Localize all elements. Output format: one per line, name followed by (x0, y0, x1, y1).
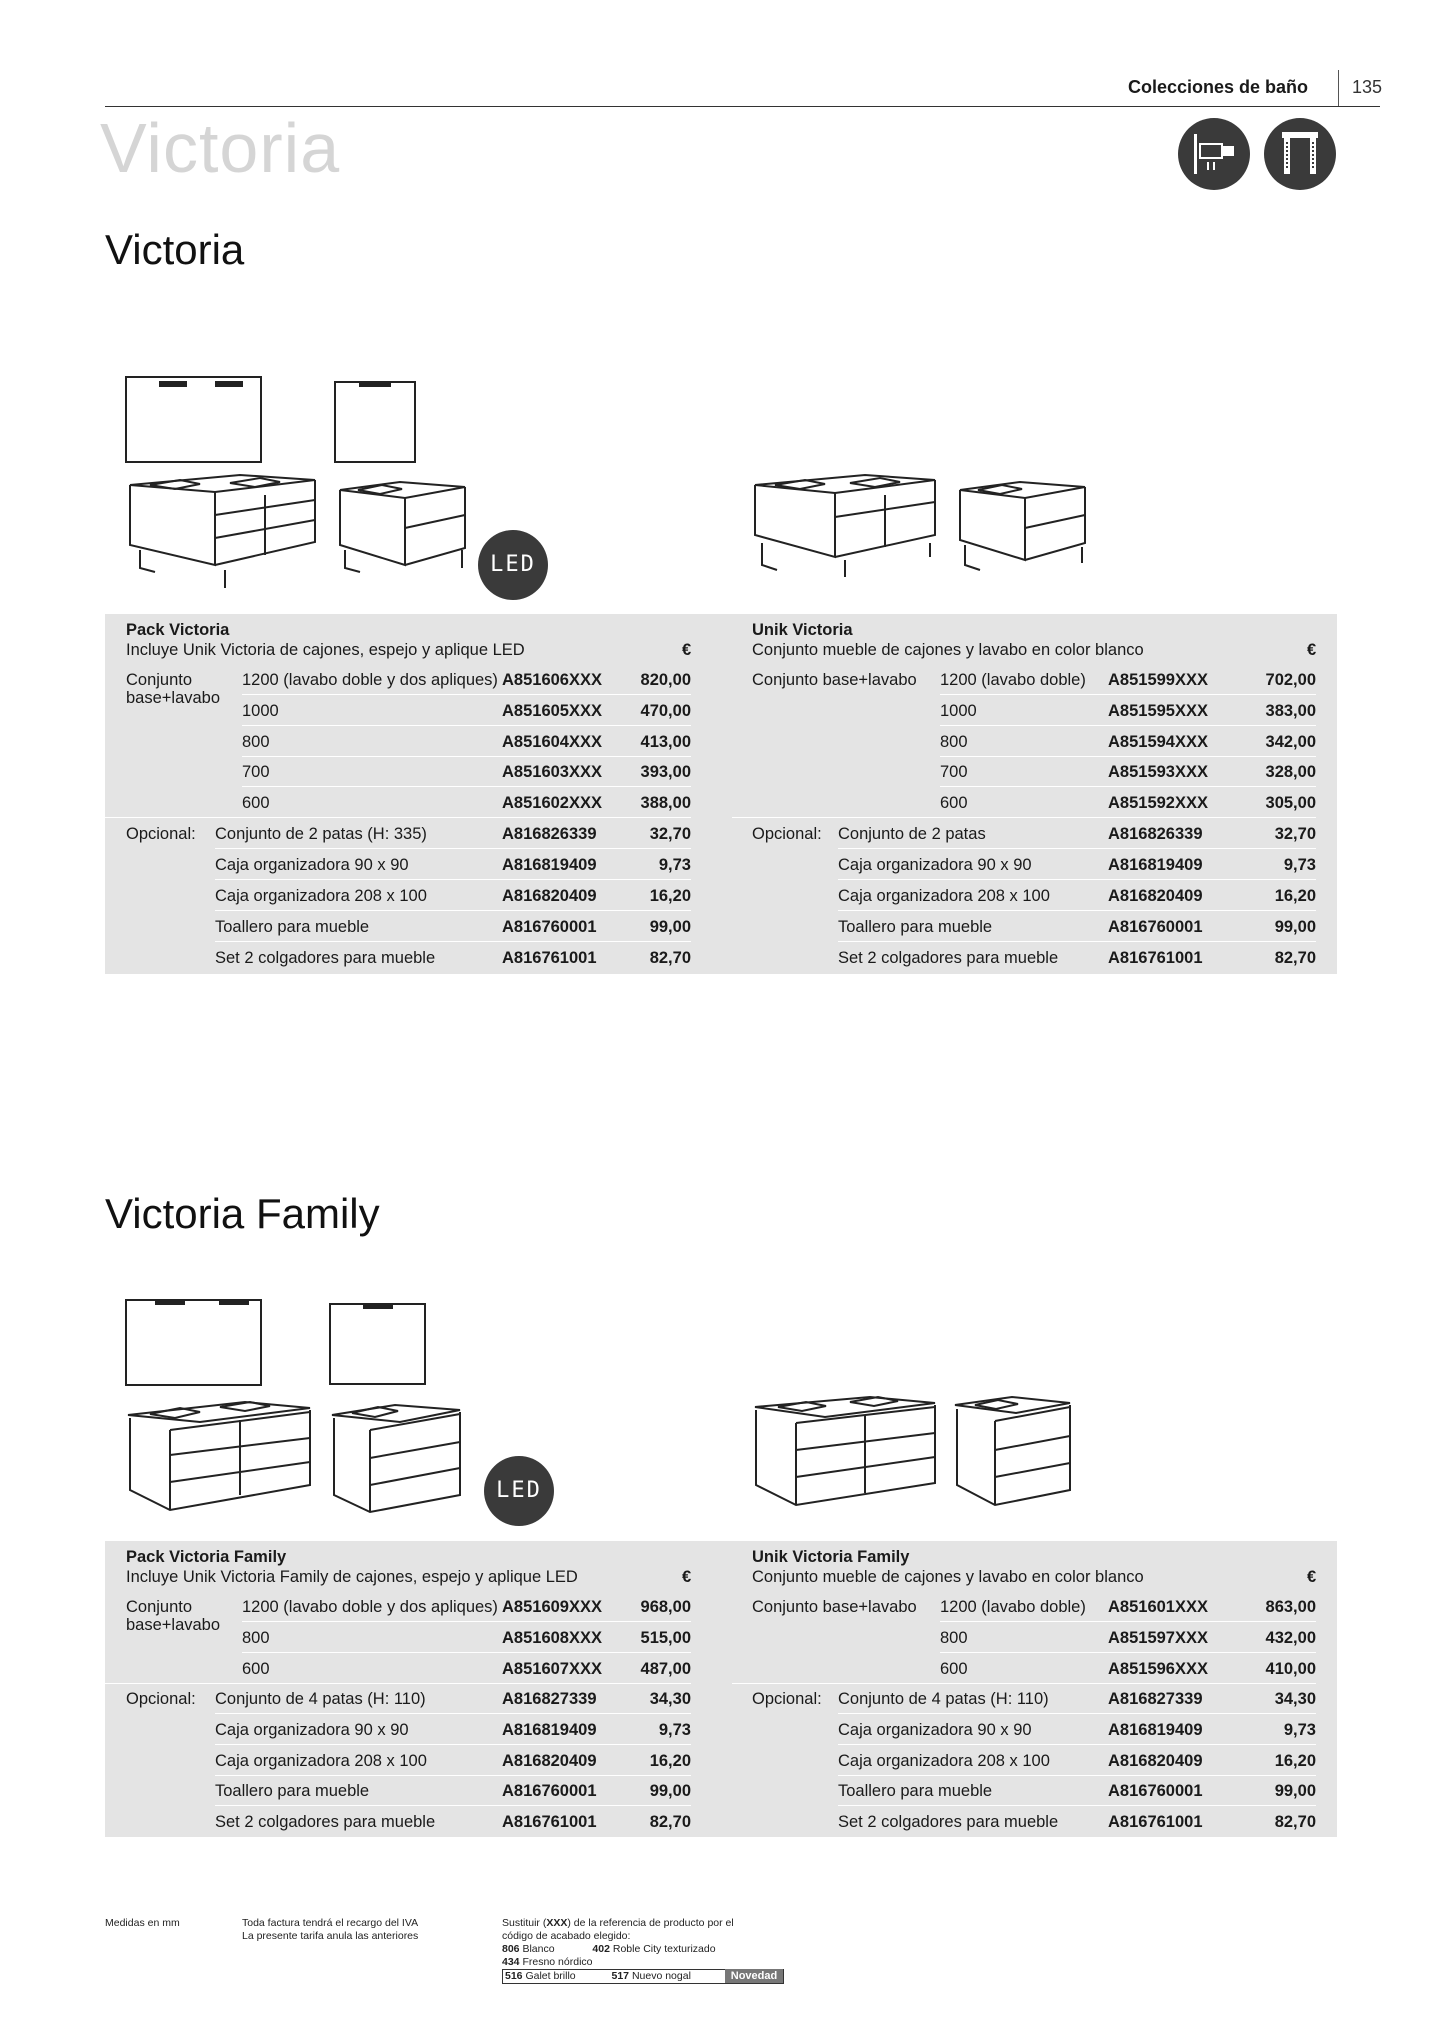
footer-finishes (502, 1917, 802, 1984)
optional-ref: A816827339 (502, 1690, 597, 1708)
group-label: Conjunto base+lavabo (126, 671, 221, 707)
row-desc: 1000 (242, 702, 279, 720)
page-title: Victoria (100, 109, 341, 187)
optional-ref: A816761001 (1108, 949, 1203, 967)
row-price: 328,00 (1265, 763, 1316, 781)
optional-desc: Conjunto de 2 patas (838, 825, 986, 843)
footer-measures: Medidas en mm (105, 1917, 180, 1929)
panel-title: Pack Victoria Family (126, 1548, 287, 1566)
row-divider (838, 1775, 1316, 1776)
optional-ref: A816761001 (1108, 1813, 1203, 1831)
section-title-victoria: Victoria (105, 226, 245, 273)
optional-desc: Toallero para mueble (838, 1782, 993, 1800)
row-desc: 800 (242, 1629, 270, 1647)
panel-title: Pack Victoria (126, 621, 230, 639)
optional-ref: A816826339 (502, 825, 597, 843)
row-ref: A851595XXX (1108, 702, 1208, 720)
currency-label: € (1307, 1568, 1317, 1586)
optional-price: 16,20 (1274, 887, 1316, 905)
optional-price: 9,73 (1283, 856, 1316, 874)
row-divider (215, 910, 691, 911)
row-divider (215, 1805, 691, 1806)
section-label: Colecciones de baño (1128, 77, 1309, 97)
row-divider (215, 848, 691, 849)
row-price: 470,00 (640, 702, 691, 720)
optional-ref: A816761001 (502, 1813, 597, 1831)
row-price: 342,00 (1265, 733, 1316, 751)
optional-ref: A816760001 (502, 918, 597, 936)
optional-price: 16,20 (1274, 1752, 1316, 1770)
finish-row: 806 Blanco 402 Roble City texturizado (502, 1943, 716, 1955)
row-desc: 1200 (lavabo doble) (940, 1598, 1086, 1616)
row-desc: 800 (242, 733, 270, 751)
row-ref: A851593XXX (1108, 763, 1208, 781)
optional-label: Opcional: (752, 825, 822, 843)
optional-price: 9,73 (658, 856, 691, 874)
optional-desc: Conjunto de 4 patas (H: 110) (215, 1690, 426, 1708)
currency-label: € (682, 641, 692, 659)
optional-price: 82,70 (649, 1813, 691, 1831)
optional-desc: Set 2 colgadores para mueble (215, 949, 436, 967)
row-desc: 700 (242, 763, 270, 781)
optional-ref: A816827339 (1108, 1690, 1203, 1708)
row-ref: A851603XXX (502, 763, 602, 781)
optional-price: 82,70 (1274, 949, 1316, 967)
optional-desc: Set 2 colgadores para mueble (215, 1813, 436, 1831)
row-price: 393,00 (640, 763, 691, 781)
panel-subtitle: Conjunto mueble de cajones y lavabo en color blanco (752, 641, 1144, 659)
row-ref: A851605XXX (502, 702, 602, 720)
row-divider (838, 1713, 1316, 1714)
row-divider (838, 1805, 1316, 1806)
optional-price: 82,70 (649, 949, 691, 967)
row-divider (838, 879, 1316, 880)
row-divider (242, 694, 691, 695)
row-price: 820,00 (640, 671, 691, 689)
optional-desc: Caja organizadora 208 x 100 (215, 1752, 427, 1770)
optional-desc: Caja organizadora 90 x 90 (838, 856, 1032, 874)
row-desc: 600 (940, 794, 968, 812)
row-divider (838, 910, 1316, 911)
row-divider (242, 1652, 691, 1653)
row-price: 487,00 (640, 1660, 691, 1678)
optional-desc: Set 2 colgadores para mueble (838, 949, 1059, 967)
row-desc: 600 (242, 794, 270, 812)
optional-ref: A816819409 (502, 1721, 597, 1739)
row-price: 515,00 (640, 1629, 691, 1647)
optional-ref: A816819409 (1108, 1721, 1203, 1739)
row-ref: A851592XXX (1108, 794, 1208, 812)
optional-ref: A816820409 (1108, 887, 1203, 905)
row-desc: 700 (940, 763, 968, 781)
panel-title: Unik Victoria Family (752, 1548, 910, 1566)
row-divider (215, 1744, 691, 1745)
optional-ref: A816820409 (502, 887, 597, 905)
optional-label: Opcional: (126, 1690, 196, 1708)
row-divider (242, 1621, 691, 1622)
optional-price: 16,20 (649, 887, 691, 905)
panel-subtitle: Conjunto mueble de cajones y lavabo en color blanco (752, 1568, 1144, 1586)
optional-desc: Toallero para mueble (838, 918, 993, 936)
row-price: 383,00 (1265, 702, 1316, 720)
row-ref: A851596XXX (1108, 1660, 1208, 1678)
optional-price: 16,20 (649, 1752, 691, 1770)
optional-price: 99,00 (1274, 918, 1316, 936)
row-price: 863,00 (1265, 1598, 1316, 1616)
optional-desc: Conjunto de 2 patas (H: 335) (215, 825, 427, 843)
optional-price: 32,70 (1274, 825, 1316, 843)
optional-desc: Caja organizadora 208 x 100 (838, 1752, 1050, 1770)
optional-ref: A816820409 (1108, 1752, 1203, 1770)
row-price: 410,00 (1265, 1660, 1316, 1678)
row-desc: 800 (940, 733, 968, 751)
optional-ref: A816761001 (502, 949, 597, 967)
row-price: 702,00 (1265, 671, 1316, 689)
row-price: 305,00 (1265, 794, 1316, 812)
currency-label: € (1307, 641, 1317, 659)
optional-desc: Caja organizadora 90 x 90 (838, 1721, 1032, 1739)
optional-desc: Set 2 colgadores para mueble (838, 1813, 1059, 1831)
optional-desc: Toallero para mueble (215, 1782, 370, 1800)
row-desc: 1200 (lavabo doble) (940, 671, 1086, 689)
row-divider (940, 694, 1316, 695)
optional-ref: A816826339 (1108, 825, 1203, 843)
finish-row-new: 516 Galet brillo 517 Nuevo nogal Novedad (502, 1969, 784, 1984)
optional-price: 82,70 (1274, 1813, 1316, 1831)
row-divider (242, 786, 691, 787)
optional-ref: A816820409 (502, 1752, 597, 1770)
row-divider (732, 1683, 1316, 1684)
optional-price: 32,70 (649, 825, 691, 843)
row-divider (242, 756, 691, 757)
row-price: 388,00 (640, 794, 691, 812)
row-ref: A851601XXX (1108, 1598, 1208, 1616)
row-divider (105, 1683, 691, 1684)
row-ref: A851606XXX (502, 671, 602, 689)
currency-label: € (682, 1568, 692, 1586)
optional-ref: A816760001 (1108, 1782, 1203, 1800)
led-badge: LED (484, 1456, 554, 1526)
row-ref: A851604XXX (502, 733, 602, 751)
optional-price: 99,00 (649, 1782, 691, 1800)
row-divider (940, 786, 1316, 787)
optional-desc: Caja organizadora 90 x 90 (215, 1721, 409, 1739)
row-ref: A851608XXX (502, 1629, 602, 1647)
row-desc: 1200 (lavabo doble y dos apliques) (242, 671, 498, 689)
optional-desc: Caja organizadora 208 x 100 (215, 887, 427, 905)
optional-ref: A816819409 (502, 856, 597, 874)
finish-row: 434 Fresno nórdico (502, 1956, 593, 1968)
footer-iva-line2: La presente tarifa anula las anteriores (242, 1930, 419, 1942)
row-ref: A851607XXX (502, 1660, 602, 1678)
group-label: Conjunto base+lavabo (752, 1598, 917, 1616)
footer-subst-line2: código de acabado elegido: (502, 1930, 631, 1942)
footer-subst-line1: Sustituir (XXX) de la referencia de producto por el (502, 1917, 734, 1929)
optional-price: 34,30 (649, 1690, 691, 1708)
optional-ref: A816819409 (1108, 856, 1203, 874)
row-desc: 1200 (lavabo doble y dos apliques) (242, 1598, 498, 1616)
footer-iva-line1: Toda factura tendrá el recargo del IVA (242, 1917, 419, 1929)
wall-mount-icon (1178, 118, 1250, 190)
row-divider (940, 725, 1316, 726)
optional-desc: Caja organizadora 208 x 100 (838, 887, 1050, 905)
unik-victoria-illustration (750, 455, 1130, 605)
row-ref: A851597XXX (1108, 1629, 1208, 1647)
row-desc: 800 (940, 1629, 968, 1647)
row-ref: A851594XXX (1108, 733, 1208, 751)
optional-price: 9,73 (658, 1721, 691, 1739)
row-divider (242, 725, 691, 726)
row-divider (215, 879, 691, 880)
row-ref: A851602XXX (502, 794, 602, 812)
row-price: 968,00 (640, 1598, 691, 1616)
optional-ref: A816760001 (502, 1782, 597, 1800)
row-ref: A851599XXX (1108, 671, 1208, 689)
optional-price: 9,73 (1283, 1721, 1316, 1739)
optional-ref: A816760001 (1108, 918, 1203, 936)
row-desc: 600 (940, 1660, 968, 1678)
row-desc: 600 (242, 1660, 270, 1678)
panel-title: Unik Victoria (752, 621, 853, 639)
row-desc: 1000 (940, 702, 977, 720)
optional-price: 34,30 (1274, 1690, 1316, 1708)
optional-label: Opcional: (126, 825, 196, 843)
row-price: 432,00 (1265, 1629, 1316, 1647)
footer-iva (242, 1917, 418, 1943)
row-divider (105, 817, 691, 818)
optional-price: 99,00 (1274, 1782, 1316, 1800)
page-number: 135 (1352, 77, 1383, 97)
header-divider (1338, 70, 1339, 106)
row-divider (838, 1744, 1316, 1745)
optional-desc: Caja organizadora 90 x 90 (215, 856, 409, 874)
row-ref: A851609XXX (502, 1598, 602, 1616)
row-divider (838, 941, 1316, 942)
row-divider (732, 817, 1316, 818)
novedad-badge: Novedad (725, 1969, 783, 1983)
row-divider (940, 756, 1316, 757)
group-label: Conjunto base+lavabo (752, 671, 917, 689)
panel-subtitle: Incluye Unik Victoria de cajones, espejo y aplique LED (126, 641, 525, 659)
row-divider (215, 1775, 691, 1776)
row-divider (940, 1621, 1316, 1622)
row-price: 413,00 (640, 733, 691, 751)
panel-subtitle: Incluye Unik Victoria Family de cajones, espejo y aplique LED (126, 1568, 578, 1586)
row-divider (940, 1652, 1316, 1653)
group-label: Conjunto base+lavabo (126, 1598, 221, 1634)
header-rule (105, 106, 1380, 107)
row-divider (215, 1713, 691, 1714)
row-divider (838, 848, 1316, 849)
optional-desc: Conjunto de 4 patas (H: 110) (838, 1690, 1049, 1708)
legs-icon (1264, 118, 1336, 190)
unik-victoria-family-illustration (750, 1385, 1130, 1535)
optional-label: Opcional: (752, 1690, 822, 1708)
optional-desc: Toallero para mueble (215, 918, 370, 936)
row-divider (215, 941, 691, 942)
led-badge: LED (478, 530, 548, 600)
optional-price: 99,00 (649, 918, 691, 936)
section-title-victoria-family: Victoria Family (105, 1190, 380, 1237)
